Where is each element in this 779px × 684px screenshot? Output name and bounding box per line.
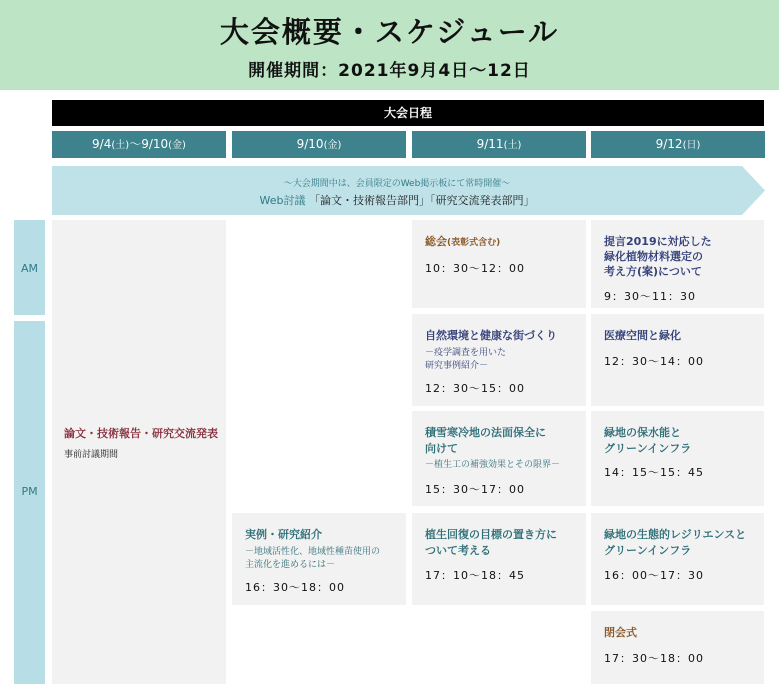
session-general-title: 総会(表彰式含む) bbox=[425, 235, 501, 248]
web-discussion-detail bbox=[52, 192, 742, 208]
am-column bbox=[14, 220, 45, 315]
session-main bbox=[52, 220, 226, 684]
session-proposal-2019 bbox=[591, 220, 764, 308]
pm-column bbox=[14, 321, 45, 684]
header-banner bbox=[0, 0, 779, 90]
web-discussion-label: Web討議 bbox=[259, 194, 306, 207]
session-general-meeting bbox=[412, 220, 586, 308]
session-proposal-time: 9：30～11：30 bbox=[604, 290, 696, 303]
session-water-time: 14：15～15：45 bbox=[604, 466, 704, 479]
session-snow-sub: －植生工の補強効果とその限界－ bbox=[425, 460, 561, 470]
session-nature-sub1: －疫学調査を用いた bbox=[425, 348, 507, 358]
session-case-sub2: 主流化を進めるには－ bbox=[245, 560, 336, 570]
session-case-study bbox=[232, 513, 406, 605]
session-resilience-title1: 緑地の生態的レジリエンスと bbox=[604, 528, 747, 541]
session-case-sub1: －地域活性化、地域性種苗使用の bbox=[245, 547, 381, 557]
session-proposal-title1: 提言2019に対応した bbox=[604, 235, 712, 248]
session-water-title2: グリーンインフラ bbox=[604, 442, 692, 455]
session-general-time: 10：30～12：00 bbox=[425, 262, 525, 275]
event-period: 開催期間：2021年9月4日～12日 bbox=[248, 61, 531, 81]
session-resilience-time: 16：00～17：30 bbox=[604, 569, 704, 582]
pm-label: PM bbox=[21, 485, 38, 498]
day-header-9-12: 9/12(日) bbox=[591, 131, 765, 158]
session-nature-title: 自然環境と健康な街づくり bbox=[425, 329, 557, 342]
session-main-note: 事前討議期間 bbox=[64, 450, 119, 460]
session-closing-title: 閉会式 bbox=[604, 626, 637, 639]
session-vegetation-title2: ついて考える bbox=[425, 544, 491, 557]
session-snow-title2: 向けて bbox=[425, 442, 458, 455]
schedule-label: 大会日程 bbox=[52, 100, 764, 126]
session-snow-time: 15：30～17：00 bbox=[425, 483, 525, 496]
session-main-title: 論文・技術報告・研究交流発表 bbox=[64, 427, 218, 440]
day-header-9-11: 9/11(土) bbox=[412, 131, 586, 158]
session-medical-space bbox=[591, 314, 764, 406]
session-nature-sub2: 研究事例紹介－ bbox=[425, 361, 489, 371]
session-water-retention bbox=[591, 411, 764, 506]
session-closing-ceremony bbox=[591, 611, 764, 684]
session-nature-health bbox=[412, 314, 586, 406]
session-closing-time: 17：30～18：00 bbox=[604, 652, 704, 665]
session-snow-slope bbox=[412, 411, 586, 506]
am-label: AM bbox=[20, 262, 38, 275]
session-case-time: 16：30～18：00 bbox=[245, 581, 345, 594]
day-header-9-10: 9/10(金) bbox=[232, 131, 406, 158]
session-medical-time: 12：30～14：00 bbox=[604, 355, 704, 368]
web-discussion-categories: 「論文・技術報告部門」「研究交流発表部門」 bbox=[308, 194, 535, 207]
day-header-9-4-to-9-10: 9/4(土)～9/10(金) bbox=[52, 131, 226, 158]
session-nature-time: 12：30～15：00 bbox=[425, 382, 525, 395]
session-vegetation-title1: 植生回復の目標の置き方に bbox=[425, 528, 557, 541]
web-discussion-note: ～大会期間中は、会員限定のWeb掲示板にて常時開催～ bbox=[283, 179, 511, 189]
session-medical-title: 医療空間と緑化 bbox=[604, 329, 681, 342]
session-water-title1: 緑地の保水能と bbox=[604, 426, 681, 439]
session-snow-title1: 積雪寒冷地の法面保全に bbox=[425, 426, 546, 439]
session-ecological-resilience bbox=[591, 513, 764, 605]
session-vegetation-recovery bbox=[412, 513, 586, 605]
page-title: 大会概要・スケジュール bbox=[219, 15, 560, 49]
session-resilience-title2: グリーンインフラ bbox=[604, 544, 692, 557]
session-proposal-title2: 緑化植物材料選定の bbox=[604, 250, 703, 263]
session-proposal-title3: 考え方(案)について bbox=[604, 265, 702, 278]
session-vegetation-time: 17：10～18：45 bbox=[425, 569, 525, 582]
session-case-title: 実例・研究紹介 bbox=[245, 528, 322, 541]
